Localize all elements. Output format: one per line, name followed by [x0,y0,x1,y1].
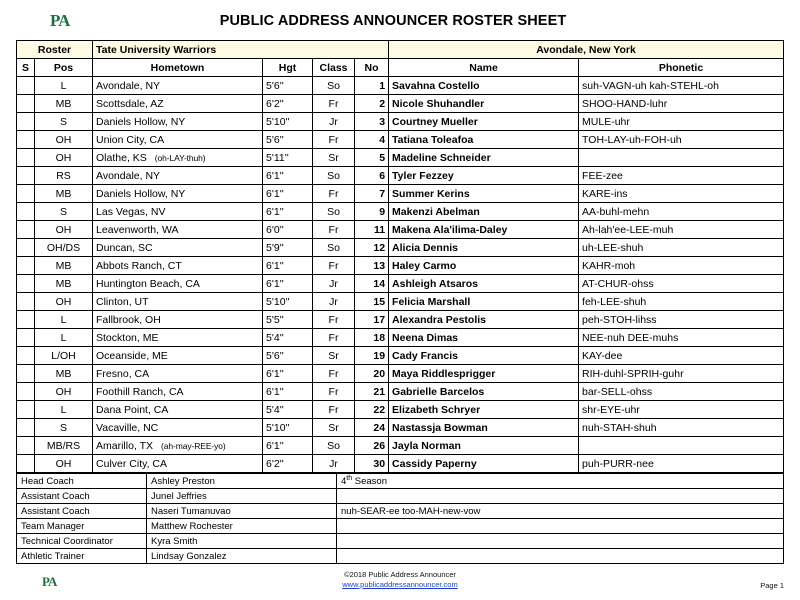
table-row [17,185,784,203]
cell-hometown [93,203,263,221]
cell-number: 1 [355,77,389,95]
cell-name: Courtney Mueller [389,113,579,131]
band-location: Avondale, New York [389,41,784,59]
cell-hometown [93,365,263,383]
cell-phonetic: TOH-LAY-uh-FOH-uh [579,131,784,149]
cell-number: 21 [355,383,389,401]
cell-number: 30 [355,455,389,473]
cell-hgt: 6'1'' [263,383,313,401]
cell-number: 5 [355,149,389,167]
website-link[interactable]: www.publicaddressannouncer.com [342,579,458,589]
hometown-text: Daniels Hollow, NY [96,115,186,128]
cell-hgt: 5'6'' [263,131,313,149]
cell-s [17,149,35,167]
hometown-text: Scottsdale, AZ [96,97,164,110]
cell-number: 13 [355,257,389,275]
cell-class: Jr [313,293,355,311]
cell-hometown [93,257,263,275]
col-hgt: Hgt [263,59,313,77]
cell-hgt: 6'2'' [263,455,313,473]
staff-extra [337,519,784,534]
cell-s [17,347,35,365]
cell-number: 24 [355,419,389,437]
staff-name: Kyra Smith [147,534,337,549]
cell-pos: L [35,401,93,419]
table-row [17,329,784,347]
cell-class: Sr [313,347,355,365]
cell-s [17,185,35,203]
cell-hgt: 5'5'' [263,311,313,329]
cell-number: 11 [355,221,389,239]
table-row [17,257,784,275]
cell-s [17,77,35,95]
cell-number: 20 [355,365,389,383]
pa-footer-logo: PA [42,574,57,589]
staff-name: Matthew Rochester [147,519,337,534]
table-row [17,401,784,419]
cell-hgt: 6'0'' [263,221,313,239]
col-phonetic: Phonetic [579,59,784,77]
cell-pos: OH [35,383,93,401]
cell-pos: OH [35,131,93,149]
cell-pos: OH [35,149,93,167]
cell-hgt: 5'10'' [263,419,313,437]
copyright-text: ©2018 Public Address Announcer [344,569,456,579]
cell-class: So [313,77,355,95]
table-row [17,203,784,221]
hometown-text: Dana Point, CA [96,403,169,416]
table-row [17,365,784,383]
cell-class: Fr [313,257,355,275]
cell-class: Fr [313,185,355,203]
staff-name: Naseri Tumanuvao [147,504,337,519]
hometown-text: Union City, CA [96,133,165,146]
staff-role: Assistant Coach [17,504,147,519]
cell-name: Savahna Costello [389,77,579,95]
cell-phonetic: KARE-ins [579,185,784,203]
cell-class: Fr [313,365,355,383]
cell-class: Fr [313,131,355,149]
cell-phonetic: bar-SELL-ohss [579,383,784,401]
pa-logo: PA [50,11,70,30]
cell-phonetic: KAY-dee [579,347,784,365]
cell-class: Sr [313,149,355,167]
cell-number: 3 [355,113,389,131]
cell-pos: OH/DS [35,239,93,257]
cell-class: Jr [313,113,355,131]
staff-name: Ashley Preston [147,474,337,489]
cell-name: Alexandra Pestolis [389,311,579,329]
cell-name: Gabrielle Barcelos [389,383,579,401]
hometown-text: Duncan, SC [96,241,153,254]
cell-s [17,167,35,185]
staff-extra [337,534,784,549]
cell-s [17,365,35,383]
cell-hgt: 5'10'' [263,113,313,131]
cell-name: Cassidy Paperny [389,455,579,473]
col-s: S [17,59,35,77]
band-roster-label: Roster [17,41,93,59]
hometown-text: Huntington Beach, CA [96,277,200,290]
cell-s [17,131,35,149]
hometown-text: Clinton, UT [96,295,149,308]
hometown-text: Oceanside, ME [96,349,168,362]
cell-name: Nicole Shuhandler [389,95,579,113]
hometown-text: Abbots Ranch, CT [96,259,182,272]
cell-pos: RS [35,167,93,185]
cell-phonetic [579,149,784,167]
cell-hgt: 5'9'' [263,239,313,257]
table-row [17,167,784,185]
cell-s [17,95,35,113]
cell-hometown [93,113,263,131]
cell-class: Sr [313,419,355,437]
cell-name: Maya Riddlesprigger [389,365,579,383]
cell-s [17,293,35,311]
table-row [17,347,784,365]
cell-hometown [93,131,263,149]
staff-row [17,504,784,519]
staff-role: Technical Coordinator [17,534,147,549]
cell-number: 6 [355,167,389,185]
cell-class: Fr [313,401,355,419]
staff-row [17,489,784,504]
document-header [16,8,784,34]
cell-s [17,257,35,275]
staff-extra [337,474,784,489]
cell-hgt: 6'2'' [263,95,313,113]
cell-class: Fr [313,383,355,401]
cell-s [17,311,35,329]
staff-name: Lindsay Gonzalez [147,549,337,564]
cell-hgt: 6'1'' [263,365,313,383]
hometown-text: Fresno, CA [96,367,150,380]
cell-number: 2 [355,95,389,113]
cell-s [17,203,35,221]
cell-hometown [93,149,263,167]
cell-class: So [313,239,355,257]
cell-number: 18 [355,329,389,347]
cell-phonetic: nuh-STAH-shuh [579,419,784,437]
cell-hgt: 5'4'' [263,329,313,347]
hometown-text: Stockton, ME [96,331,159,344]
hometown-text: Foothill Ranch, CA [96,385,184,398]
cell-phonetic: FEE-zee [579,167,784,185]
cell-number: 7 [355,185,389,203]
cell-phonetic: AT-CHUR-ohss [579,275,784,293]
cell-name: Tyler Fezzey [389,167,579,185]
cell-phonetic: Ah-lah'ee-LEE-muh [579,221,784,239]
staff-row [17,549,784,564]
cell-phonetic: uh-LEE-shuh [579,239,784,257]
cell-s [17,437,35,455]
cell-phonetic: MULE-uhr [579,113,784,131]
cell-hometown [93,419,263,437]
cell-phonetic: shr-EYE-uhr [579,401,784,419]
staff-table [16,473,784,564]
cell-number: 4 [355,131,389,149]
cell-name: Felicia Marshall [389,293,579,311]
cell-pos: MB [35,95,93,113]
cell-hometown [93,311,263,329]
table-row [17,221,784,239]
cell-name: Tatiana Toleafoa [389,131,579,149]
cell-pos: MB [35,257,93,275]
cell-hometown [93,239,263,257]
cell-class: Fr [313,329,355,347]
hometown-text: Olathe, KS [96,151,147,164]
staff-role: Head Coach [17,474,147,489]
cell-name: Summer Kerins [389,185,579,203]
cell-name: Cady Francis [389,347,579,365]
cell-pos: OH [35,221,93,239]
cell-s [17,419,35,437]
table-row [17,293,784,311]
cell-name: Haley Carmo [389,257,579,275]
staff-extra-suffix: th [346,475,353,482]
cell-number: 9 [355,203,389,221]
table-row [17,275,784,293]
hometown-text: Amarillo, TX [96,439,154,452]
hometown-pronunciation: (ah-may-REE-yo) [161,440,226,451]
staff-row [17,534,784,549]
table-row [17,383,784,401]
cell-hometown [93,401,263,419]
table-row [17,455,784,473]
hometown-pronunciation: (oh-LAY-thuh) [154,152,206,163]
col-hometown: Hometown [93,59,263,77]
cell-class: Jr [313,455,355,473]
cell-hgt: 6'1'' [263,185,313,203]
roster-table [16,40,784,473]
staff-name: Junel Jeffries [147,489,337,504]
table-row [17,437,784,455]
staff-extra [337,489,784,504]
cell-phonetic: AA-buhl-mehn [579,203,784,221]
player-rows [17,77,784,473]
staff-rows [17,474,784,564]
cell-pos: MB/RS [35,437,93,455]
cell-number: 15 [355,293,389,311]
cell-hgt: 6'1'' [263,203,313,221]
cell-phonetic: KAHR-moh [579,257,784,275]
col-pos: Pos [35,59,93,77]
cell-hgt: 6'1'' [263,167,313,185]
cell-hgt: 5'6'' [263,77,313,95]
table-row [17,149,784,167]
cell-pos: OH [35,293,93,311]
column-header-row [17,59,784,77]
cell-hometown [93,95,263,113]
cell-name: Nastassja Bowman [389,419,579,437]
cell-phonetic: SHOO-HAND-luhr [579,95,784,113]
cell-hgt: 5'6'' [263,347,313,365]
cell-hgt: 5'11'' [263,149,313,167]
hometown-text: Avondale, NY [96,169,161,182]
table-row [17,419,784,437]
hometown-text: Avondale, NY [96,79,161,92]
cell-pos: MB [35,185,93,203]
staff-role: Assistant Coach [17,489,147,504]
cell-pos: S [35,419,93,437]
table-row [17,311,784,329]
cell-number: 12 [355,239,389,257]
cell-hometown [93,293,263,311]
cell-class: So [313,203,355,221]
cell-name: Madeline Schneider [389,149,579,167]
cell-hgt: 6'1'' [263,257,313,275]
cell-hometown [93,455,263,473]
cell-class: Fr [313,311,355,329]
cell-pos: L [35,329,93,347]
cell-s [17,401,35,419]
table-row [17,77,784,95]
cell-pos: OH [35,455,93,473]
cell-name: Neena Dimas [389,329,579,347]
cell-number: 26 [355,437,389,455]
cell-pos: S [35,203,93,221]
cell-s [17,239,35,257]
cell-name: Makena Ala'ilima-Daley [389,221,579,239]
cell-hometown [93,167,263,185]
page-number: Page 1 [760,581,784,590]
staff-role: Athletic Trainer [17,549,147,564]
cell-pos: MB [35,275,93,293]
cell-phonetic: feh-LEE-shuh [579,293,784,311]
hometown-text: Daniels Hollow, NY [96,187,186,200]
cell-number: 14 [355,275,389,293]
cell-s [17,383,35,401]
cell-hgt: 5'10'' [263,293,313,311]
cell-hometown [93,221,263,239]
cell-phonetic [579,437,784,455]
cell-pos: MB [35,365,93,383]
band-team-name: Tate University Warriors [93,41,389,59]
page-title: PUBLIC ADDRESS ANNOUNCER ROSTER SHEET [219,13,567,29]
cell-hometown [93,77,263,95]
cell-s [17,455,35,473]
cell-hgt: 5'4'' [263,401,313,419]
cell-name: Makenzi Abelman [389,203,579,221]
staff-extra-tail: Season [352,476,388,488]
cell-phonetic: NEE-nuh DEE-muhs [579,329,784,347]
cell-class: Jr [313,275,355,293]
staff-row [17,474,784,489]
table-row [17,95,784,113]
cell-hometown [93,383,263,401]
team-band-row [17,41,784,59]
cell-phonetic: puh-PURR-nee [579,455,784,473]
hometown-text: Vacaville, NC [96,421,159,434]
cell-name: Elizabeth Schryer [389,401,579,419]
table-row [17,239,784,257]
cell-pos: L [35,311,93,329]
cell-name: Ashleigh Atsaros [389,275,579,293]
cell-name: Jayla Norman [389,437,579,455]
cell-phonetic: suh-VAGN-uh kah-STEHL-oh [579,77,784,95]
cell-phonetic: peh-STOH-lihss [579,311,784,329]
staff-role: Team Manager [17,519,147,534]
col-no: No [355,59,389,77]
cell-hometown [93,347,263,365]
cell-s [17,221,35,239]
staff-extra: nuh-SEAR-ee too-MAH-new-vow [337,504,784,519]
cell-pos: S [35,113,93,131]
cell-number: 19 [355,347,389,365]
cell-phonetic: RIH-duhl-SPRIH-guhr [579,365,784,383]
staff-extra-value: 4 [341,476,347,488]
cell-hometown [93,329,263,347]
cell-hometown [93,185,263,203]
cell-pos: L [35,77,93,95]
hometown-text: Fallbrook, OH [96,313,161,326]
footer-center [136,570,664,590]
col-name: Name [389,59,579,77]
cell-hgt: 6'1'' [263,275,313,293]
cell-s [17,275,35,293]
cell-class: So [313,437,355,455]
cell-hometown [93,275,263,293]
cell-number: 22 [355,401,389,419]
cell-hgt: 6'1'' [263,437,313,455]
cell-s [17,329,35,347]
staff-row [17,519,784,534]
table-row [17,131,784,149]
cell-pos: L/OH [35,347,93,365]
cell-class: Fr [313,221,355,239]
cell-class: So [313,167,355,185]
hometown-text: Leavenworth, WA [96,223,179,236]
hometown-text: Las Vegas, NV [96,205,166,218]
staff-extra [337,549,784,564]
cell-number: 17 [355,311,389,329]
cell-class: Fr [313,95,355,113]
cell-name: Alicia Dennis [389,239,579,257]
hometown-text: Culver City, CA [96,457,167,470]
col-class: Class [313,59,355,77]
cell-s [17,113,35,131]
cell-hometown [93,437,263,455]
document-footer [16,570,784,590]
table-row [17,113,784,131]
